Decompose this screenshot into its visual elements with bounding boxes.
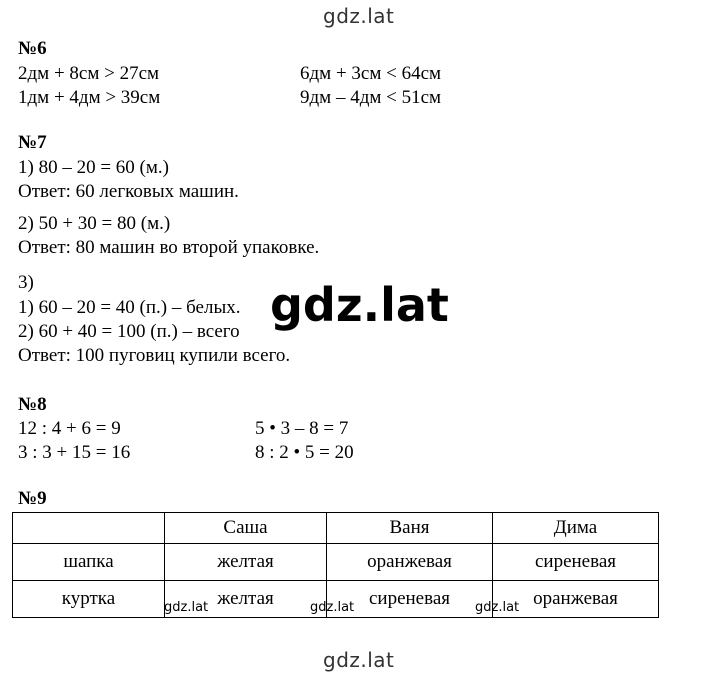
task-7-heading: №7: [18, 132, 47, 153]
task-6-right-1: 6дм + 3см < 64см: [300, 63, 442, 84]
task-6-right-2: 9дм – 4дм < 51см: [300, 87, 442, 108]
task-8-left-2: 3 : 3 + 15 = 16: [18, 442, 131, 463]
task-8-left-1: 12 : 4 + 6 = 9: [18, 418, 121, 439]
table-header-row: [13, 513, 659, 544]
task-7-part1-answer: Ответ: 60 легковых машин.: [18, 181, 239, 202]
table-header-cell: Дима: [493, 513, 659, 544]
task-7-part2-calc: 2) 50 + 30 = 80 (м.): [18, 213, 171, 234]
table-header-cell: Саша: [165, 513, 327, 544]
task-7-part3-step1: 1) 60 – 20 = 40 (п.) – белых.: [18, 297, 241, 318]
watermark-small-3: gdz.lat: [475, 600, 520, 615]
watermark-small-1: gdz.lat: [164, 600, 209, 615]
watermark-bottom: gdz.lat: [323, 648, 395, 672]
task-7-part3-label: 3): [18, 272, 34, 293]
task-9-heading: №9: [18, 488, 47, 509]
task-6-left-1: 2дм + 8см > 27см: [18, 63, 160, 84]
table-cell: куртка: [13, 581, 165, 618]
task-7-part2-answer: Ответ: 80 машин во второй упаковке.: [18, 237, 320, 258]
table-cell: сиреневая: [493, 544, 659, 581]
task-8-right-2: 8 : 2 • 5 = 20: [255, 442, 354, 463]
table-header-cell: Ваня: [327, 513, 493, 544]
watermark-small-2: gdz.lat: [310, 600, 355, 615]
task-7-part3-step2: 2) 60 + 40 = 100 (п.) – всего: [18, 321, 240, 342]
table-header-cell: [13, 513, 165, 544]
task-7-part1-calc: 1) 80 – 20 = 60 (м.): [18, 157, 169, 178]
table-cell: желтая: [165, 581, 327, 618]
task-8-right-1: 5 • 3 – 8 = 7: [255, 418, 349, 439]
watermark-top: gdz.lat: [323, 4, 395, 28]
task-8-heading: №8: [18, 394, 47, 415]
table-cell: оранжевая: [493, 581, 659, 618]
task-7-part3-answer: Ответ: 100 пуговиц купили всего.: [18, 345, 291, 366]
task-6-heading: №6: [18, 38, 47, 59]
table-cell: шапка: [13, 544, 165, 581]
table-row: [13, 544, 659, 581]
table-cell: сиреневая: [327, 581, 493, 618]
table-cell: желтая: [165, 544, 327, 581]
watermark-center: gdz.lat: [270, 278, 449, 332]
task-6-left-2: 1дм + 4дм > 39см: [18, 87, 161, 108]
table-cell: оранжевая: [327, 544, 493, 581]
